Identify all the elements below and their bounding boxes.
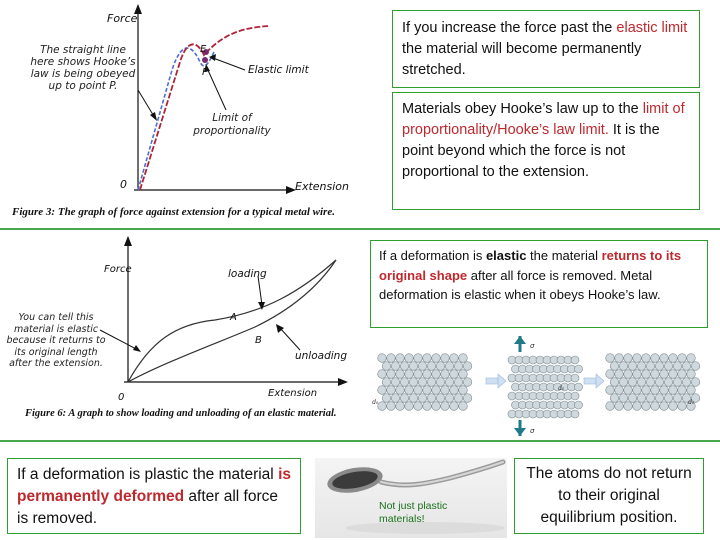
box4-text-mid: the material bbox=[188, 466, 279, 483]
box2-text-post: It is the point beyond which the force is not proportional to the extension. bbox=[402, 122, 660, 180]
atom bbox=[651, 386, 660, 395]
atom bbox=[427, 362, 436, 371]
atom bbox=[441, 386, 450, 395]
atom bbox=[436, 394, 445, 403]
atom bbox=[387, 370, 396, 379]
atom bbox=[682, 378, 691, 387]
lattice-original bbox=[378, 354, 472, 411]
atom bbox=[637, 378, 646, 387]
label-p: P bbox=[202, 67, 209, 78]
atom bbox=[637, 362, 646, 371]
atom bbox=[396, 354, 405, 363]
atom bbox=[463, 378, 472, 387]
atom bbox=[687, 354, 696, 363]
atom-lattice-illustration bbox=[370, 336, 712, 436]
atom bbox=[646, 394, 655, 403]
atom bbox=[378, 386, 387, 395]
atom bbox=[441, 354, 450, 363]
atom bbox=[405, 402, 414, 411]
atom bbox=[606, 370, 615, 379]
atom bbox=[575, 383, 583, 391]
atom bbox=[382, 378, 391, 387]
d-label-2: d₀ bbox=[558, 385, 565, 392]
atom bbox=[642, 386, 651, 395]
atom bbox=[682, 362, 691, 371]
atom bbox=[664, 362, 673, 371]
atom bbox=[628, 362, 637, 371]
arrow-limit bbox=[207, 68, 226, 110]
atom bbox=[615, 386, 624, 395]
atom bbox=[673, 378, 682, 387]
atom bbox=[414, 354, 423, 363]
box3-text-red: returns to its original shape bbox=[379, 248, 682, 283]
atom bbox=[454, 394, 463, 403]
atom bbox=[673, 362, 682, 371]
atom bbox=[463, 362, 472, 371]
figure3-number: Figure 3: bbox=[12, 206, 56, 218]
spoon-caption: Not just plastic materials! bbox=[379, 500, 448, 525]
atom bbox=[610, 394, 619, 403]
atom bbox=[450, 354, 459, 363]
atom bbox=[615, 402, 624, 411]
atom bbox=[615, 370, 624, 379]
elastic-limit-box bbox=[392, 10, 700, 88]
box2-text-pre: Materials obey Hooke’s law up to the bbox=[402, 101, 643, 117]
atom bbox=[463, 394, 472, 403]
atom bbox=[660, 354, 669, 363]
atom bbox=[378, 354, 387, 363]
atom bbox=[459, 354, 468, 363]
atom bbox=[669, 386, 678, 395]
atom bbox=[606, 354, 615, 363]
atom bbox=[642, 354, 651, 363]
atom bbox=[432, 402, 441, 411]
atom bbox=[459, 370, 468, 379]
atom bbox=[427, 378, 436, 387]
atom bbox=[655, 394, 664, 403]
force-arrow-up bbox=[514, 336, 526, 344]
atom bbox=[396, 370, 405, 379]
atom bbox=[624, 354, 633, 363]
atom bbox=[619, 378, 628, 387]
atom bbox=[454, 362, 463, 371]
atom bbox=[445, 378, 454, 387]
x-axis-label: Extension bbox=[295, 180, 350, 193]
atom bbox=[391, 378, 400, 387]
atom bbox=[414, 386, 423, 395]
atom bbox=[400, 394, 409, 403]
figure3-caption bbox=[12, 206, 392, 218]
d-label-1: d₀ bbox=[372, 399, 379, 406]
box1-text-pre: If you increase the force past the bbox=[402, 20, 617, 36]
box3-text-pre: If a deformation is bbox=[379, 248, 486, 263]
box3-text-post: after all force is removed. Metal deformation is elastic when it obeys Hooke’s law. bbox=[379, 267, 661, 302]
y-axis-label-2: Force bbox=[104, 264, 132, 275]
atom bbox=[441, 402, 450, 411]
atom bbox=[606, 386, 615, 395]
atom bbox=[651, 354, 660, 363]
atom bbox=[450, 402, 459, 411]
atom bbox=[378, 370, 387, 379]
atom bbox=[651, 370, 660, 379]
arrow-right-1 bbox=[486, 374, 506, 388]
elastic-deformation-box bbox=[370, 240, 708, 328]
atom bbox=[664, 394, 673, 403]
graph1-note: The straight line here shows Hooke’s law is being obeyed up to point P. bbox=[30, 44, 136, 92]
atom bbox=[445, 394, 454, 403]
atom bbox=[423, 370, 432, 379]
atom bbox=[400, 362, 409, 371]
divider-top bbox=[0, 228, 720, 230]
atom bbox=[687, 370, 696, 379]
atom bbox=[436, 378, 445, 387]
box4-text-post: after all force is removed. bbox=[17, 488, 279, 527]
atom bbox=[660, 402, 669, 411]
atom bbox=[382, 394, 391, 403]
atom bbox=[387, 354, 396, 363]
atom bbox=[646, 362, 655, 371]
sigma-bottom: σ bbox=[530, 427, 535, 435]
atom bbox=[571, 392, 579, 400]
atom bbox=[575, 401, 583, 409]
atom bbox=[642, 402, 651, 411]
atom bbox=[400, 378, 409, 387]
atom bbox=[660, 370, 669, 379]
atom bbox=[427, 394, 436, 403]
atom bbox=[633, 386, 642, 395]
atom bbox=[624, 386, 633, 395]
figure6-number: Figure 6: bbox=[25, 408, 67, 419]
atom bbox=[669, 354, 678, 363]
atom bbox=[387, 402, 396, 411]
spoon-image bbox=[315, 458, 507, 538]
atom bbox=[619, 394, 628, 403]
loading-label: loading bbox=[228, 268, 267, 280]
box2-text-red: limit of proportionality/Hooke’s law limit. bbox=[402, 101, 685, 138]
atom bbox=[633, 354, 642, 363]
lattice-stretched bbox=[508, 356, 583, 418]
atom bbox=[660, 386, 669, 395]
atom bbox=[418, 378, 427, 387]
atom bbox=[391, 394, 400, 403]
atom bbox=[423, 386, 432, 395]
hookes-law-box bbox=[392, 92, 700, 210]
atom bbox=[418, 394, 427, 403]
atom bbox=[414, 370, 423, 379]
box1-text-red: elastic limit bbox=[616, 20, 688, 36]
atoms-box bbox=[514, 458, 704, 534]
atom bbox=[655, 378, 664, 387]
sigma-top: σ bbox=[530, 342, 535, 350]
label-a: A bbox=[230, 312, 237, 323]
figure6-text: A graph to show loading and unloading of an elastic material. bbox=[68, 408, 337, 419]
atom bbox=[606, 402, 615, 411]
box3-text-bold: elastic bbox=[485, 248, 527, 263]
atom bbox=[414, 402, 423, 411]
x-axis-label-2: Extension bbox=[268, 388, 318, 399]
atom bbox=[691, 362, 700, 371]
atom bbox=[628, 394, 637, 403]
atom bbox=[615, 354, 624, 363]
lattice-restored bbox=[606, 354, 700, 411]
atom bbox=[678, 370, 687, 379]
atom bbox=[646, 378, 655, 387]
atom bbox=[423, 402, 432, 411]
atom bbox=[409, 362, 418, 371]
divider-bottom bbox=[0, 440, 720, 442]
force-arrow-down bbox=[514, 428, 526, 436]
atom bbox=[405, 354, 414, 363]
plastic-deformation-box bbox=[7, 458, 301, 534]
y-axis-label: Force bbox=[107, 12, 138, 25]
atom bbox=[651, 402, 660, 411]
atom bbox=[405, 370, 414, 379]
atom bbox=[432, 370, 441, 379]
figure3-text: The graph of force against extension for a typical metal wire. bbox=[57, 206, 335, 218]
atom bbox=[454, 378, 463, 387]
box1-text-post: the material will become permanently stretched. bbox=[402, 41, 642, 78]
box5-text: The atoms do not return to their original equilibrium position. bbox=[526, 465, 692, 526]
atom bbox=[571, 356, 579, 364]
atom bbox=[664, 378, 673, 387]
atom bbox=[450, 370, 459, 379]
atom bbox=[637, 394, 646, 403]
atom bbox=[378, 402, 387, 411]
atom bbox=[633, 370, 642, 379]
atom bbox=[624, 370, 633, 379]
box4-text-pre: If a deformation is bbox=[17, 466, 145, 483]
atom bbox=[610, 362, 619, 371]
atom bbox=[575, 365, 583, 373]
atom bbox=[571, 374, 579, 382]
atom bbox=[423, 354, 432, 363]
atom bbox=[445, 362, 454, 371]
atom bbox=[387, 386, 396, 395]
atom bbox=[391, 362, 400, 371]
bent-spoon-photo bbox=[315, 458, 507, 538]
atom bbox=[382, 362, 391, 371]
atom bbox=[436, 362, 445, 371]
atom bbox=[628, 378, 637, 387]
atom bbox=[432, 354, 441, 363]
box4-text-red: is permanently deformed bbox=[17, 466, 291, 505]
graph2-note: You can tell this material is elastic because it returns to its original length after the extension. bbox=[6, 312, 106, 369]
elastic-limit-label: Elastic limit bbox=[248, 64, 309, 76]
arrow-right-2 bbox=[584, 374, 604, 388]
arrow-elastic bbox=[213, 58, 245, 70]
atom bbox=[450, 386, 459, 395]
atom bbox=[409, 394, 418, 403]
atom bbox=[678, 402, 687, 411]
atom bbox=[669, 370, 678, 379]
label-b: B bbox=[255, 335, 262, 346]
atom bbox=[642, 370, 651, 379]
atom bbox=[687, 386, 696, 395]
figure6-caption bbox=[25, 408, 365, 419]
atom bbox=[691, 378, 700, 387]
atom bbox=[405, 386, 414, 395]
box4-text-bold: plastic bbox=[144, 466, 189, 483]
atom bbox=[673, 394, 682, 403]
atom bbox=[409, 378, 418, 387]
limit-of-proportionality-label: Limit of proportionality bbox=[193, 112, 271, 137]
box3-text-mid: the material bbox=[526, 248, 602, 263]
atom bbox=[624, 402, 633, 411]
origin-label-2: 0 bbox=[118, 392, 125, 403]
atom bbox=[678, 386, 687, 395]
unloading-label: unloading bbox=[295, 350, 347, 362]
atom bbox=[678, 354, 687, 363]
origin-label: 0 bbox=[120, 178, 127, 191]
atom bbox=[655, 362, 664, 371]
atom bbox=[418, 362, 427, 371]
atom bbox=[571, 410, 579, 418]
atom bbox=[669, 402, 678, 411]
point-p bbox=[202, 57, 208, 63]
label-e: E bbox=[200, 44, 207, 55]
atom bbox=[610, 378, 619, 387]
atom bbox=[459, 386, 468, 395]
atom bbox=[441, 370, 450, 379]
d-label-3: d₀ bbox=[688, 399, 695, 406]
atom bbox=[459, 402, 468, 411]
atom bbox=[633, 402, 642, 411]
atom bbox=[396, 386, 405, 395]
atom bbox=[619, 362, 628, 371]
atom bbox=[396, 402, 405, 411]
atom bbox=[432, 386, 441, 395]
